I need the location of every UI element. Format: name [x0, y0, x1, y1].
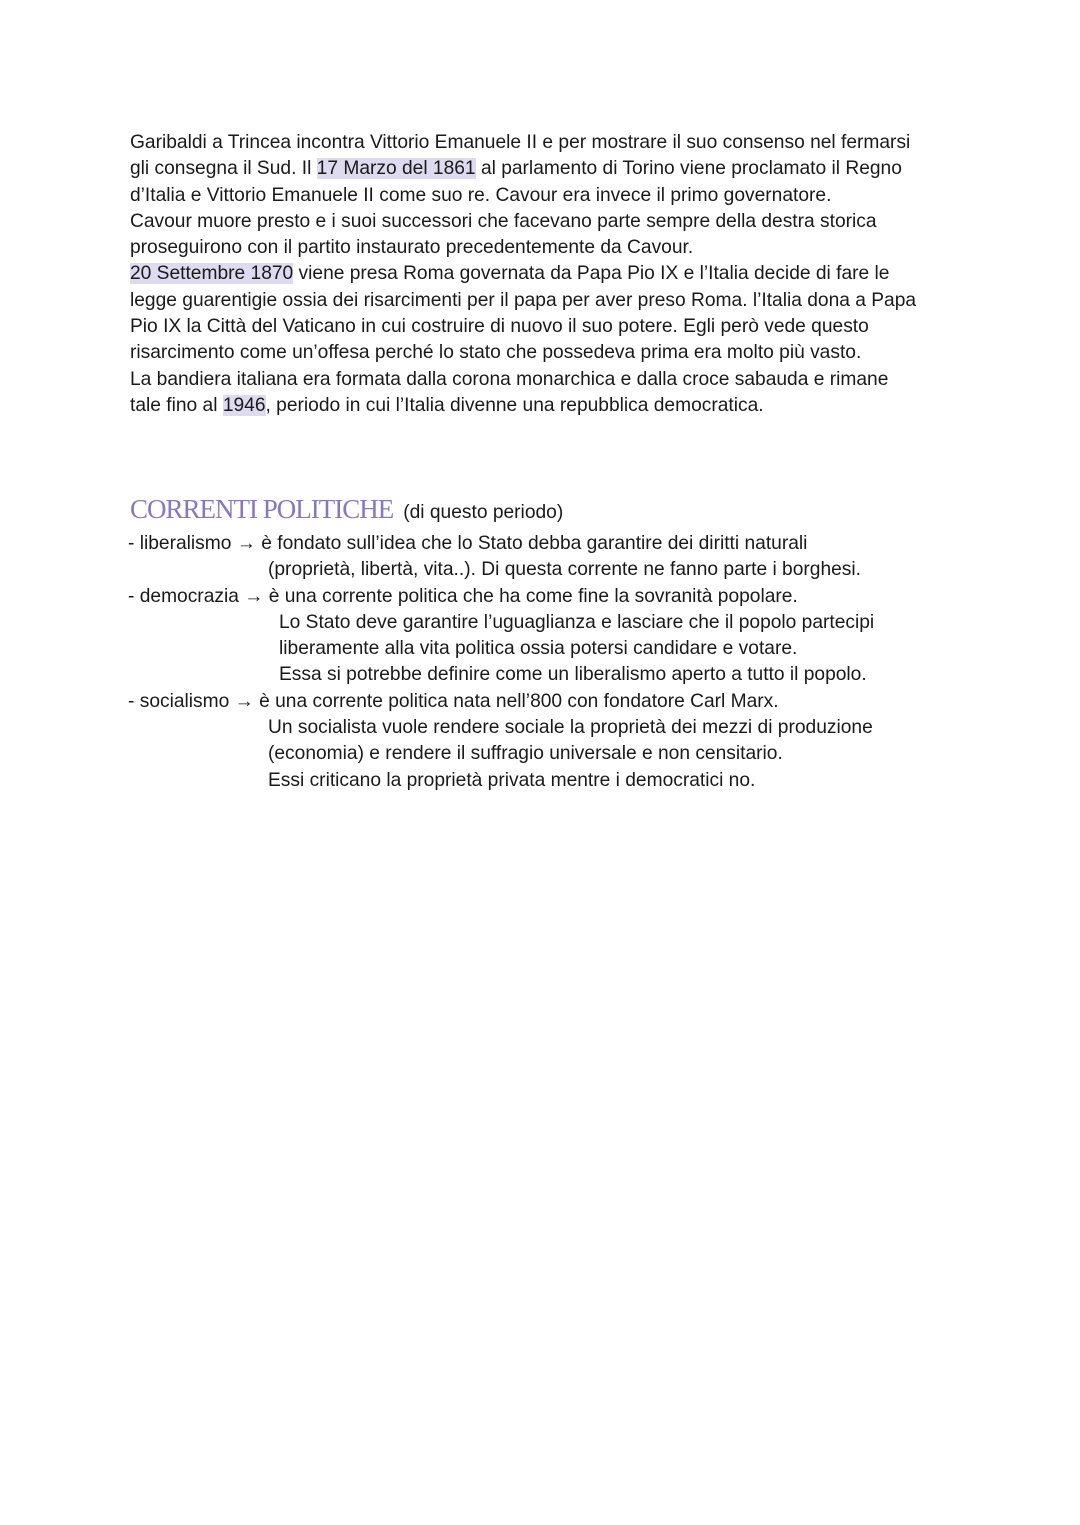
text-line: La bandiera italiana era formata dalla corona monarchica e dalla croce sabauda e rimane — [130, 368, 889, 390]
list-item-continuation: Essi criticano la proprietà privata mentre i democratici no. — [268, 769, 756, 791]
text-span: viene presa Roma governata da Papa Pio IX e l’Italia decide di fare le — [293, 263, 890, 285]
list-item-continuation: Lo Stato deve garantire l’uguaglianza e lasciare che il popolo partecipi — [279, 611, 875, 633]
section-subtitle: (di questo periodo) — [403, 502, 564, 523]
list-item-continuation: (economia) e rendere il suffragio universale e non censitario. — [268, 743, 783, 765]
text-line — [130, 261, 990, 287]
text-line — [130, 156, 990, 182]
date-highlight: 20 Settembre 1870 — [130, 263, 294, 285]
list-item-continuation: Un socialista vuole rendere sociale la proprietà dei mezzi di produzione — [268, 717, 873, 739]
section-title: CORRENTI POLITICHE — [130, 494, 394, 524]
text-span: tale fino al — [130, 394, 223, 416]
list-item-socialismo: - socialismo → è una corrente politica nata nell’800 con fondatore Carl Marx. — [128, 690, 779, 712]
section-heading — [130, 494, 563, 525]
text-line: Garibaldi a Trincea incontra Vittorio Emanuele II e per mostrare il suo consenso nel fermarsi — [130, 132, 911, 153]
political-currents-list — [128, 531, 1028, 794]
list-item-liberalismo: - liberalismo → è fondato sull’idea che lo Stato debba garantire dei diritti naturali — [128, 533, 808, 554]
text-line: proseguirono con il partito instaurato precedentemente da Cavour. — [130, 237, 694, 259]
text-line — [130, 393, 990, 419]
text-line: Pio IX la Città del Vaticano in cui costruire di nuovo il suo potere. Egli però vede questo — [130, 316, 869, 338]
text-line: Cavour muore presto e i suoi successori che facevano parte sempre della destra storica — [130, 210, 877, 232]
list-item-continuation: (proprietà, libertà, vita..). Di questa corrente ne fanno parte i borghesi. — [268, 559, 861, 581]
date-highlight: 17 Marzo del 1861 — [316, 158, 476, 180]
text-line: risarcimento come un’offesa perché lo stato che possedeva prima era molto più vasto. — [130, 342, 862, 364]
text-span: gli consegna il Sud. Il — [130, 158, 317, 180]
date-highlight: 1946 — [222, 394, 266, 416]
list-item-democrazia: - democrazia → è una corrente politica che ha come fine la sovranità popolare. — [128, 585, 798, 607]
text-span: al parlamento di Torino viene proclamato il Regno — [475, 158, 902, 180]
text-line: d’Italia e Vittorio Emanuele II come suo re. Cavour era invece il primo governatore. — [130, 184, 832, 206]
intro-paragraph — [130, 130, 990, 419]
list-item-continuation: liberamente alla vita politica ossia potersi candidare e votare. — [279, 638, 798, 660]
text-span: , periodo in cui l’Italia divenne una repubblica democratica. — [265, 394, 764, 416]
text-line: legge guarentigie ossia dei risarcimenti per il papa per aver preso Roma. l’Italia dona a Papa — [130, 289, 917, 311]
list-item-continuation: Essa si potrebbe definire come un liberalismo aperto a tutto il popolo. — [279, 664, 867, 686]
